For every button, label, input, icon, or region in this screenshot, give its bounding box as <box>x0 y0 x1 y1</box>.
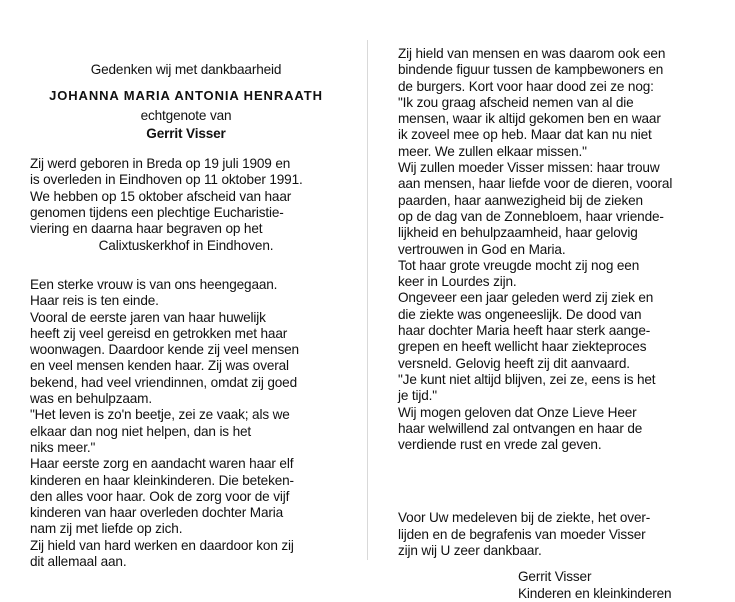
deceased-name: JOHANNA MARIA ANTONIA HENRAATH <box>49 88 323 104</box>
signature <box>398 569 708 602</box>
text-line: genomen tijdens een plechtige Eucharistie- <box>30 205 284 221</box>
text-line: bekend, had veel vriendinnen, omdat zij goed <box>30 374 297 390</box>
text-line: is overleden in Eindhoven op 11 oktober 1991. <box>30 172 303 188</box>
text-line: grepen en heeft wellicht haar ziekteproces <box>398 339 647 355</box>
text-line: Zij hield van mensen en was daarom ook een <box>398 46 666 61</box>
text-line: je tijd." <box>398 388 437 404</box>
text-line: viering en daarna haar begraven op het <box>30 221 263 237</box>
text-line: en veel mensen kenden haar. Zij was overal <box>30 358 289 374</box>
text-line: "Je kunt niet altijd blijven, zei ze, eens is het <box>398 371 656 387</box>
text-line: zijn wij U zeer dankbaar. <box>398 543 542 559</box>
remembrance-paragraph <box>398 46 708 453</box>
birth-death-paragraph <box>30 156 342 254</box>
text-line: We hebben op 15 oktober afscheid van haar <box>30 188 292 204</box>
text-line: kinderen van haar overleden dochter Maria <box>30 505 284 521</box>
text-line: verdiende rust en vrede zal geven. <box>398 437 602 453</box>
text-line: die ziekte was ongeneeslijk. De dood van <box>398 306 642 322</box>
text-line: Zij hield van hard werken en daardoor kon zij <box>30 537 294 553</box>
text-line: mensen, waar ik altijd gekomen ben en waar <box>398 111 661 127</box>
text-line: kinderen en haar kleinkinderen. Die beteken- <box>30 472 294 488</box>
text-line: haar welwillend zal ontvangen en haar de <box>398 420 643 436</box>
text-line: ik zoveel mee op heb. Maar dat kan nu niet <box>398 127 652 143</box>
text-line: lijkheid en behulpzaamheid, haar gelovig <box>398 225 638 241</box>
left-column <box>30 62 342 570</box>
text-line: "Ik zou graag afscheid nemen van al die <box>398 94 634 110</box>
text-line: aan mensen, haar liefde voor de dieren, vooral <box>398 176 673 192</box>
text-line: Tot haar grote vreugde mocht zij nog een <box>398 257 640 273</box>
spouse-intro: echtgenote van <box>140 107 232 123</box>
text-line: was en behulpzaam. <box>30 391 152 407</box>
text-line: dit allemaal aan. <box>30 554 127 570</box>
text-line: woonwagen. Daardoor kende zij veel mensen <box>30 342 299 358</box>
text-line: op de dag van de Zonnebloem, haar vriende- <box>398 208 664 224</box>
text-line: Een sterke vrouw is van ons heengegaan. <box>30 276 278 292</box>
text-line: Voor Uw medeleven bij de ziekte, het over- <box>398 510 651 526</box>
text-line: Wij zullen moeder Visser missen: haar trouw <box>398 160 660 176</box>
heading: Gedenken wij met dankbaarheid <box>90 62 282 77</box>
text-line: Haar eerste zorg en aandacht waren haar elf <box>30 456 294 472</box>
spouse-name: Gerrit Visser <box>146 125 226 141</box>
text-line: elkaar dan nog niet helpen, dan is het <box>30 423 252 439</box>
text-line: versneld. Gelovig heeft zij dit aanvaard. <box>398 355 630 371</box>
text-line: vertrouwen in God en Maria. <box>398 241 566 257</box>
text-line: niks meer." <box>30 439 96 455</box>
text-line: Zij werd geboren in Breda op 19 juli 1909 en <box>30 156 291 172</box>
text-line: keer in Lourdes zijn. <box>398 274 517 290</box>
thanks-paragraph <box>398 510 708 559</box>
life-paragraph <box>30 277 342 570</box>
text-line: paarden, haar aanwezigheid bij de zieken <box>398 192 643 208</box>
text-line: nam zij met liefde op zich. <box>30 521 183 537</box>
text-line: meer. We zullen elkaar missen." <box>398 143 587 159</box>
text-line: heeft zij veel gereisd en getrokken met haar <box>30 325 288 341</box>
right-column <box>398 46 708 602</box>
text-line: lijden en de begrafenis van moeder Visser <box>398 526 646 542</box>
text-line: den alles voor haar. Ook de zorg voor de vijf <box>30 488 290 504</box>
text-line: Haar reis is ten einde. <box>30 293 159 309</box>
text-line: de burgers. Kort voor haar dood zei ze nog: <box>398 78 654 94</box>
signature-line: Gerrit Visser <box>518 569 592 585</box>
text-line: Vooral de eerste jaren van haar huwelijk <box>30 309 266 325</box>
text-line: Calixtuskerkhof in Eindhoven. <box>98 237 274 253</box>
signature-line: Kinderen en kleinkinderen <box>518 585 672 601</box>
text-line: bindende figuur tussen de kampbewoners en <box>398 62 664 78</box>
text-line: Wij mogen geloven dat Onze Lieve Heer <box>398 404 637 420</box>
text-line: "Het leven is zo'n beetje, zei ze vaak; als we <box>30 407 290 423</box>
column-divider <box>367 40 368 560</box>
text-line: haar dochter Maria heeft haar sterk aange- <box>398 323 651 339</box>
text-line: Ongeveer een jaar geleden werd zij ziek en <box>398 290 654 306</box>
